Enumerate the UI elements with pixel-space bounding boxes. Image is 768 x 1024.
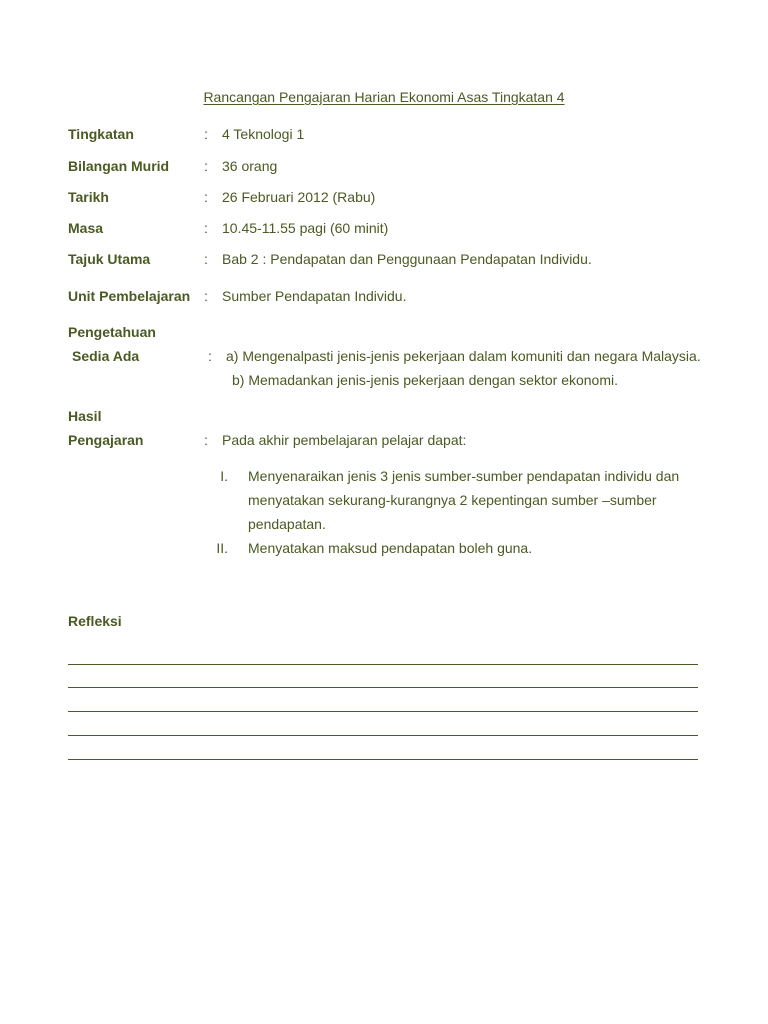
tarikh-colon: : [204, 189, 208, 205]
objective-line: menyatakan sekurang-kurangnya 2 kepentingan sumber –sumber [248, 492, 657, 508]
objective-line: Menyatakan maksud pendapatan boleh guna. [248, 540, 533, 556]
masa-colon: : [204, 220, 208, 236]
unit-pembelajaran-label: Unit Pembelajaran [68, 288, 191, 304]
tajuk-utama-colon: : [204, 251, 208, 267]
reflection-line [68, 711, 698, 712]
masa-label: Masa [68, 220, 104, 236]
tajuk-utama-value: Bab 2 : Pendapatan dan Penggunaan Pendapatan Individu. [222, 251, 592, 267]
objective-numeral: II. [216, 540, 228, 556]
pengetahuan-item-b: b) Memadankan jenis-jenis pekerjaan dengan sektor ekonomi. [232, 372, 618, 388]
reflection-line [68, 687, 698, 688]
document-title: Rancangan Pengajaran Harian Ekonomi Asas Tingkatan 4 [203, 89, 565, 105]
objective-line: pendapatan. [248, 516, 326, 532]
tarikh-value: 26 Februari 2012 (Rabu) [222, 189, 376, 205]
refleksi-label: Refleksi [68, 613, 122, 629]
tingkatan-label: Tingkatan [68, 126, 134, 142]
bilangan-murid-colon: : [204, 158, 208, 174]
objective-numeral: I. [220, 468, 228, 484]
hasil-label: Hasil [68, 408, 102, 424]
reflection-line [68, 759, 698, 760]
sedia-ada-label: Sedia Ada [72, 348, 140, 364]
tajuk-utama-label: Tajuk Utama [68, 251, 151, 267]
tingkatan-value: 4 Teknologi 1 [222, 126, 305, 142]
hasil-intro: Pada akhir pembelajaran pelajar dapat: [222, 432, 467, 448]
objective-line: Menyenaraikan jenis 3 jenis sumber-sumber pendapatan individu dan [248, 468, 680, 484]
bilangan-murid-value: 36 orang [222, 158, 278, 174]
reflection-line [68, 735, 698, 736]
tarikh-label: Tarikh [68, 189, 109, 205]
pengetahuan-label: Pengetahuan [68, 324, 156, 340]
bilangan-murid-label: Bilangan Murid [68, 158, 170, 174]
pengetahuan-colon: : [208, 348, 212, 364]
unit-pembelajaran-colon: : [204, 288, 208, 304]
pengajaran-label: Pengajaran [68, 432, 144, 448]
reflection-line [68, 664, 698, 665]
hasil-colon: : [204, 432, 208, 448]
pengetahuan-item-a: a) Mengenalpasti jenis-jenis pekerjaan dalam komuniti dan negara Malaysia. [226, 348, 701, 364]
masa-value: 10.45-11.55 pagi (60 minit) [222, 220, 389, 236]
tingkatan-colon: : [204, 126, 208, 142]
unit-pembelajaran-value: Sumber Pendapatan Individu. [222, 288, 407, 304]
